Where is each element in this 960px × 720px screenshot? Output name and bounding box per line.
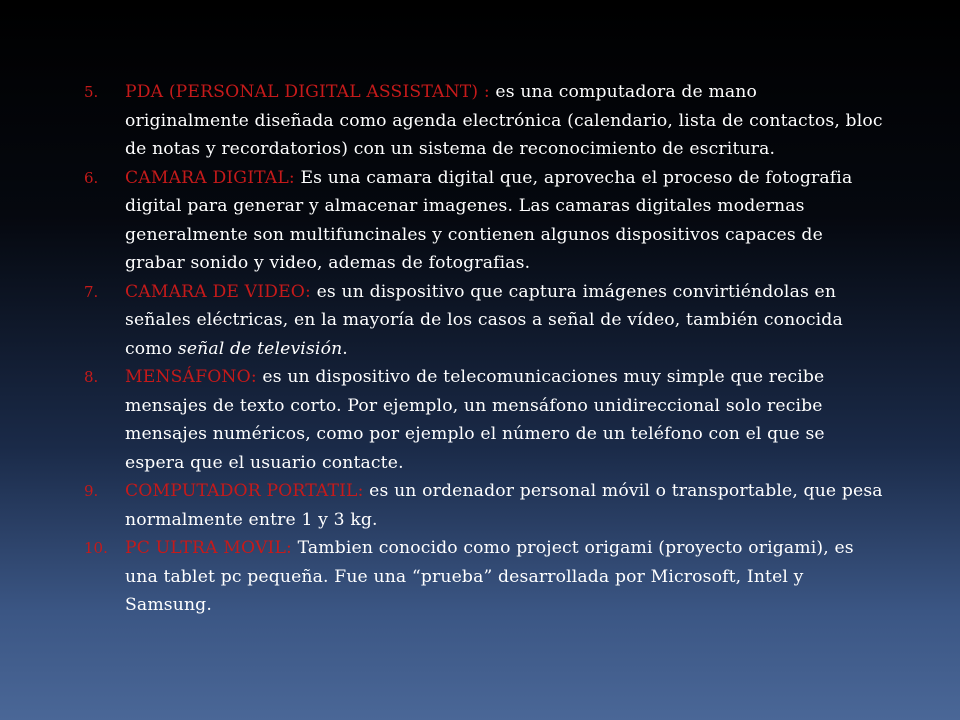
item-description: es un dispositivo de telecomunicaciones muy simple que recibe mensajes de texto corto. Por ejemplo, un mensáfono unidireccional solo recibe mensajes numéricos, como por ejemplo el número de un teléfono con el que se espera que el usuario contacte. bbox=[125, 367, 825, 473]
item-number: 8. bbox=[84, 368, 99, 386]
item-text bbox=[125, 78, 884, 164]
item-term: CAMARA DIGITAL: bbox=[125, 167, 301, 188]
item-text bbox=[125, 534, 884, 620]
item-term: PDA (PERSONAL DIGITAL ASSISTANT) : bbox=[125, 82, 496, 102]
item-number: 5. bbox=[84, 83, 99, 101]
item-italic-phrase: señal de televisión bbox=[177, 338, 343, 359]
item-description: es una computadora de mano originalmente diseñada como agenda electrónica (calendario, lista de contactos, bloc de notas y recordatorios) con un sistema de reconocimiento de escritura. bbox=[125, 82, 883, 159]
item-term: COMPUTADOR PORTATIL: bbox=[125, 481, 370, 501]
item-description: Es una camara digital que, aprovecha el proceso de fotografia digital para generar y almacenar imagenes. Las camaras digitales modernas generalmente son multifuncinales y contienen algunos dispositivos capaces de grabar sonido y video, ademas de fotografias. bbox=[125, 167, 853, 273]
item-number: 9. bbox=[84, 482, 99, 500]
definition-list bbox=[84, 78, 884, 620]
item-description: es un ordenador personal móvil o transportable, que pesa normalmente entre 1 y 3 kg. bbox=[125, 481, 883, 530]
item-number: 10. bbox=[84, 539, 108, 557]
item-term: CAMARA DE VIDEO: bbox=[125, 281, 317, 302]
list-item bbox=[84, 78, 884, 164]
item-term: PC ULTRA MOVIL: bbox=[125, 538, 298, 558]
list-item bbox=[84, 534, 884, 620]
list-item bbox=[84, 477, 884, 534]
item-number: 7. bbox=[84, 282, 99, 301]
list-item bbox=[84, 363, 884, 477]
list-item bbox=[84, 278, 884, 364]
item-tail: . bbox=[342, 338, 348, 359]
item-term: MENSÁFONO: bbox=[125, 367, 263, 387]
list-item bbox=[84, 164, 884, 278]
item-description: es un dispositivo que captura imágenes convirtiéndolas en señales eléctricas, en la mayoría de los casos a señal de vídeo, también conocida como bbox=[125, 281, 843, 359]
item-text bbox=[125, 363, 884, 477]
item-text bbox=[125, 164, 884, 278]
item-text bbox=[125, 477, 884, 534]
item-number: 6. bbox=[84, 168, 99, 187]
item-text bbox=[125, 278, 884, 364]
item-description: Tambien conocido como project origami (proyecto origami), es una tablet pc pequeña. Fue una “prueba” desarrollada por Microsoft, Intel y Samsung. bbox=[125, 538, 854, 615]
